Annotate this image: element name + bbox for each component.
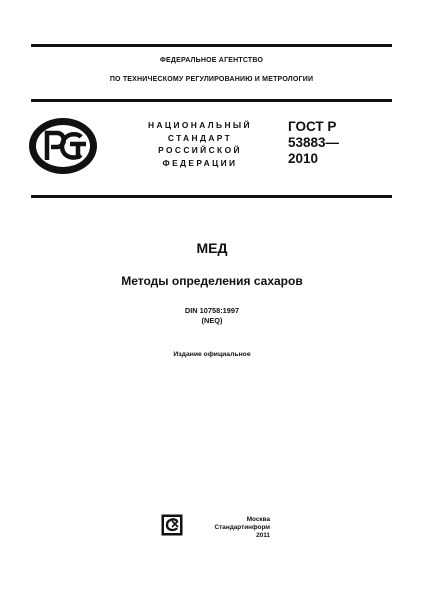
rst-certification-mark-icon — [27, 116, 99, 176]
standard-code-line1: ГОСТ Р — [288, 119, 337, 134]
equivalence-note: (NEQ) — [201, 316, 223, 325]
top-rule — [31, 44, 392, 47]
document-subtitle: Методы определения сахаров — [121, 274, 303, 288]
publication-year: 2011 — [256, 532, 270, 539]
standard-code-line2: 53883— — [288, 135, 340, 150]
standard-type-line4: ФЕДЕРАЦИИ — [162, 157, 238, 168]
title-rule — [31, 195, 392, 198]
edition-note: Издание официальное — [173, 351, 251, 358]
standard-code-line3: 2010 — [288, 151, 319, 166]
agency-name-line2: ПО ТЕХНИЧЕСКОМУ РЕГУЛИРОВАНИЮ И МЕТРОЛОГИИ — [109, 76, 314, 83]
standard-type-line3: РОССИЙСКОЙ — [158, 145, 242, 155]
standard-type-line1: НАЦИОНАЛЬНЫЙ — [148, 120, 252, 130]
document-title: МЕД — [196, 240, 228, 256]
publisher-city: Москва — [246, 516, 270, 523]
publisher-name: Стандартинформ — [214, 524, 270, 531]
standard-type-line2: СТАНДАРТ — [167, 132, 233, 143]
header-rule — [31, 99, 392, 102]
agency-name-line1: ФЕДЕРАЛЬНОЕ АГЕНТСТВО — [159, 57, 264, 64]
reference-standard: DIN 10758:1997 — [184, 306, 240, 315]
